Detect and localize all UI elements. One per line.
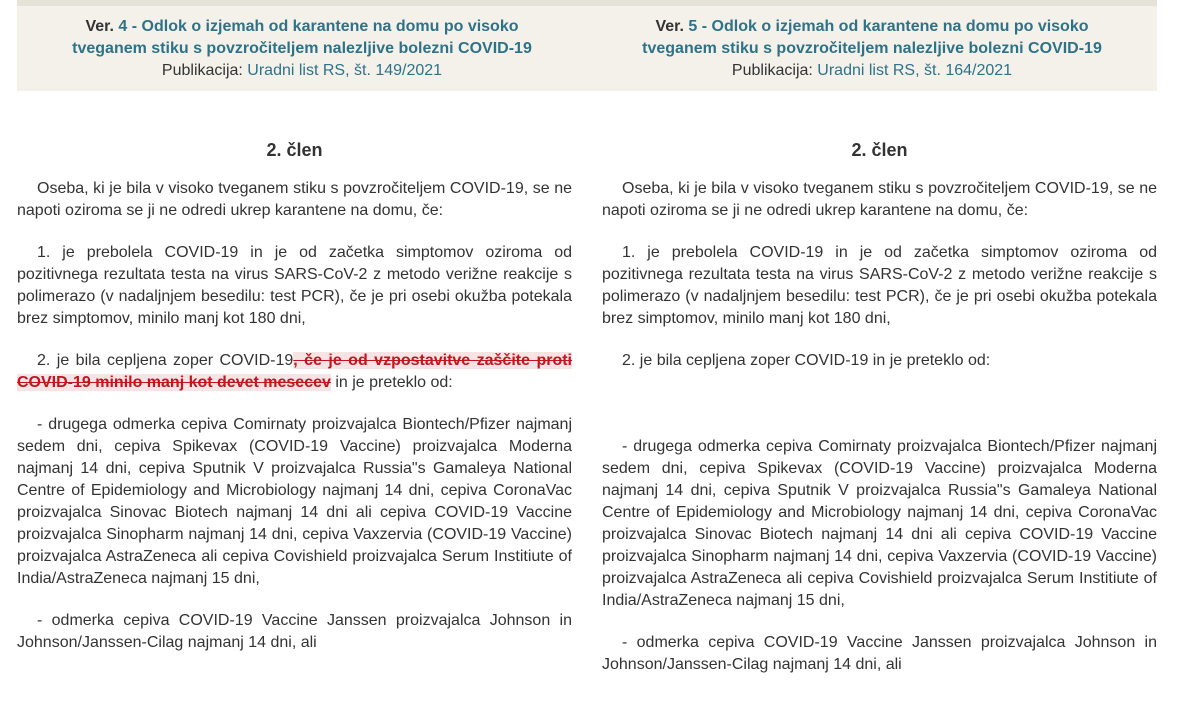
publication-left — [17, 60, 587, 82]
header-version-left — [17, 16, 587, 82]
publication-label: Publikacija: — [731, 62, 818, 79]
article-heading: 2. člen — [851, 140, 908, 160]
document-title-link[interactable]: - Odlok o izjemah od karantene na domu po visoko — [697, 18, 1089, 35]
left-version-text — [17, 138, 572, 674]
paragraph-point-1: 1. je prebolela COVID-19 in je od začetka simptomov oziroma od pozitivnega rezultata testa na virus SARS-CoV-2 z metodo verižne reakcije s polimerazo (v nadaljnjem besedilu: test PCR), če je pri osebi okužba potekala brez simptomov, minilo manj kot 180 dni, — [602, 244, 1157, 327]
paragraph-point-2 — [17, 350, 572, 394]
document-title-link[interactable]: - Odlok o izjemah od karantene na domu po visoko — [127, 18, 519, 35]
deleted-text: , če je od vzpostavitve zaščite proti COVID-19 minilo manj kot devet mesecev — [17, 352, 572, 391]
document-title-link-cont[interactable]: tveganem stiku s povzročiteljem nalezljive bolezni COVID-19 — [72, 40, 532, 57]
document-title-link-cont[interactable]: tveganem stiku s povzročiteljem nalezljive bolezni COVID-19 — [642, 40, 1102, 57]
version-number-link[interactable]: 5 — [688, 18, 698, 35]
alignment-spacer — [602, 372, 1157, 436]
version-title-left — [17, 16, 587, 60]
paragraph-vaccines: - drugega odmerka cepiva Comirnaty proizvajalca Biontech/Pfizer najmanj sedem dni, cepiva Spikevax (COVID-19 Vaccine) proizvajalca Moderna najmanj 14 dni, cepiva Sputnik V proizvajalca Russia"s Gamaleya National Centre of Epidemiology and Microbiology najmanj 14 dni, cepiva CoronaVac proizvajalca Sinovac Biotech najmanj 14 dni ali cepiva COVID-19 Vaccine proizvajalca Sinopharm najmanj 14 dni, cepiva Vaxzervia (COVID-19 Vaccine) proizvajalca AstraZeneca ali cepiva Covishield proizvajalca Serum Institiute of India/AstraZeneca najmanj 15 dni, — [17, 416, 572, 587]
paragraph-janssen: - odmerka cepiva COVID-19 Vaccine Janssen proizvajalca Johnson in Johnson/Janssen-Cilag najmanj 14 dni, ali — [602, 634, 1157, 673]
header-version-right — [587, 16, 1157, 82]
paragraph-intro: Oseba, ki je bila v visoko tveganem stiku s povzročiteljem COVID-19, se ne napoti oziroma se ji ne odredi ukrep karantene na domu, če: — [17, 180, 572, 219]
version-number-link[interactable]: 4 — [118, 18, 128, 35]
paragraph-janssen: - odmerka cepiva COVID-19 Vaccine Janssen proizvajalca Johnson in Johnson/Janssen-Cilag najmanj 14 dni, ali — [17, 612, 572, 651]
paragraph-intro: Oseba, ki je bila v visoko tveganem stiku s povzročiteljem COVID-19, se ne napoti oziroma se ji ne odredi ukrep karantene na domu, če: — [602, 180, 1157, 219]
right-version-text — [602, 138, 1157, 696]
paragraph-point-2: 2. je bila cepljena zoper COVID-19 in je preteklo od: — [622, 352, 991, 369]
version-title-right — [587, 16, 1157, 60]
version-label: Ver. — [85, 18, 114, 35]
publication-label: Publikacija: — [161, 62, 248, 79]
version-compare-header — [17, 0, 1157, 91]
article-heading: 2. člen — [266, 140, 323, 160]
text-unchanged: in je preteklo od: — [330, 374, 453, 391]
publication-right — [587, 60, 1157, 82]
version-label: Ver. — [655, 18, 684, 35]
text-unchanged: 2. je bila cepljena zoper COVID-19 — [37, 352, 294, 369]
publication-link[interactable]: Uradni list RS, št. 149/2021 — [247, 62, 443, 79]
publication-link[interactable]: Uradni list RS, št. 164/2021 — [817, 62, 1013, 79]
paragraph-vaccines: - drugega odmerka cepiva Comirnaty proizvajalca Biontech/Pfizer najmanj sedem dni, cepiva Spikevax (COVID-19 Vaccine) proizvajalca Moderna najmanj 14 dni, cepiva Sputnik V proizvajalca Russia"s Gamaleya National Centre of Epidemiology and Microbiology najmanj 14 dni, cepiva CoronaVac proizvajalca Sinovac Biotech najmanj 14 dni ali cepiva COVID-19 Vaccine proizvajalca Sinopharm najmanj 14 dni, cepiva Vaxzervia (COVID-19 Vaccine) proizvajalca AstraZeneca ali cepiva Covishield proizvajalca Serum Institiute of India/AstraZeneca najmanj 15 dni, — [602, 438, 1157, 609]
paragraph-point-1: 1. je prebolela COVID-19 in je od začetka simptomov oziroma od pozitivnega rezultata testa na virus SARS-CoV-2 z metodo verižne reakcije s polimerazo (v nadaljnjem besedilu: test PCR), če je pri osebi okužba potekala brez simptomov, minilo manj kot 180 dni, — [17, 244, 572, 327]
